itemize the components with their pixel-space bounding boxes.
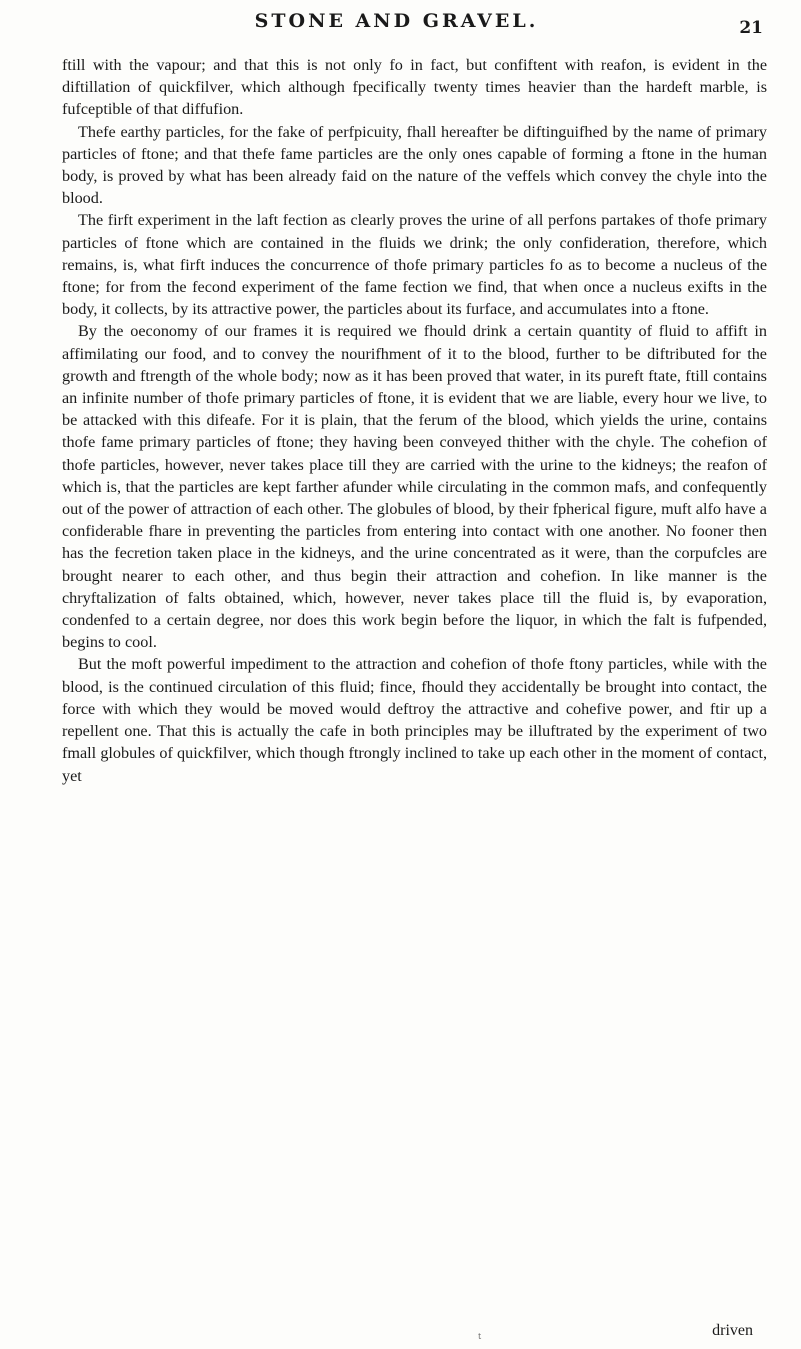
body-text xyxy=(62,54,767,787)
catchword: driven xyxy=(712,1322,753,1339)
paragraph-2: Thefe earthy particles, for the fake of perfpicuity, fhall hereafter be diftinguifhed by the name of primary particles of ftone; and that thefe fame particles are the only ones capable of forming a ftone in the human body, is proved by what has been already faid on the nature of the veffels which convey the chyle into the blood. xyxy=(62,122,767,208)
running-title: STONE AND GRAVEL. xyxy=(254,10,539,32)
paragraph-1: ftill with the vapour; and that this is not only fo in fact, but confiftent with reafon, is evident in the diftillation of quickfilver, which although fpecifically twenty times heavier than the hardeft marble, is fufceptible of that diffufion. xyxy=(62,56,767,119)
paragraph-5: But the moft powerful impediment to the attraction and cohefion of thofe ftony particles, while with the blood, is the continued circulation of this fluid; fince, fhould they accidentally be brought into contact, the force with which they would be moved would deftroy the attractive and cohefive power, and ftir up a repellent one. That this is actually the cafe in both principles may be illuftrated by the experiment of two fmall globules of quickfilver, which though ftrongly inclined to take up each other in the moment of contact, yet xyxy=(62,655,767,785)
footer-mark: t xyxy=(478,1332,482,1341)
paragraph-4: By the oeconomy of our frames it is required we fhould drink a certain quantity of fluid to affift in affimilating our food, and to convey the nourifhment of it to the blood, further to be diftributed for the growth and ftrength of the whole body; now as it has been proved that water, in its pureft ftate, ftill contains an infinite number of thofe primary particles of ftone, it is evident that we are liable, every hour we live, to be attacked with this difeafe. For it is plain, that the ferum of the blood, which yields the urine, contains thofe fame primary particles of ftone; they having been conveyed thither with the chyle. The cohefion of thofe particles, however, never takes place till they are carried with the urine to the kidneys; the reafon of which is, that the particles are kept farther afunder while circulating in the common mafs, and confequently out of the power of attraction of each other. The globules of blood, by their fpherical figure, muft alfo have a confiderable fhare in preventing the particles from entering into contact with one another. No fooner then has the fecretion taken place in the kidneys, and the urine concentrated as it were, than the corpufcles are brought nearer to each other, and thus begin their attraction and cohefion. In like manner is the chryftalization of falts obtained, which, however, never takes place till the fluid is, by evaporation, condenfed to a certain degree, nor does this work begin before the liquor, in which the falt is fufpended, begins to cool. xyxy=(62,322,767,652)
page-header xyxy=(30,10,763,40)
paragraph-3: The firft experiment in the laft fection as clearly proves the urine of all perfons partakes of thofe primary particles of ftone which are contained in the fluids we drink; the only confideration, therefore, which remains, is, what firft induces the concurrence of thofe primary particles fo as to become a nucleus of the ftone; for from the fecond experiment of the fame fection we find, that when once a nucleus exifts in the body, it collects, by its attractive power, the particles about its furface, and accumulates into a ftone. xyxy=(62,211,767,319)
page-number: 21 xyxy=(739,18,763,38)
